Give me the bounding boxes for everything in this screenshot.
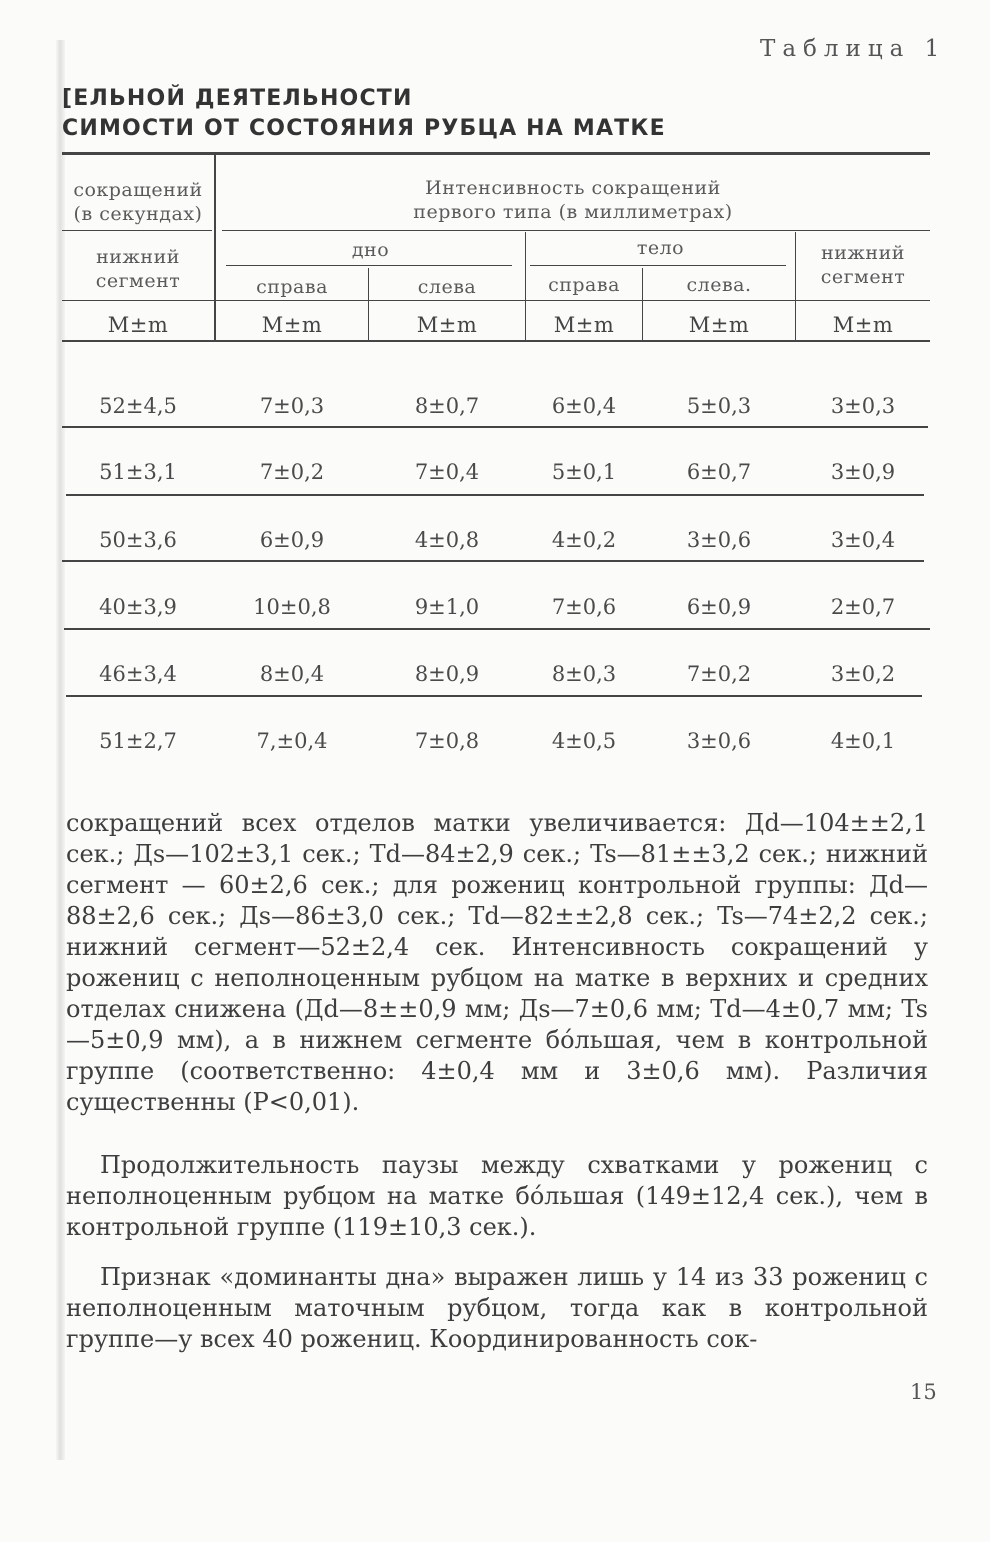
fundus-left-cell: 9±1,0 (414, 595, 480, 619)
stat-header: M±m (553, 313, 615, 337)
body-left-cell: 6±0,9 (686, 595, 752, 619)
head-rule (62, 230, 212, 231)
duration-cell: 52±4,5 (99, 394, 177, 418)
body-right-cell: 5±0,1 (551, 460, 617, 484)
body-header: тело (636, 237, 685, 259)
lower-segment-cell: 3±0,3 (830, 394, 896, 418)
fundus-left-cell: 8±0,9 (414, 662, 480, 686)
table-row (62, 721, 932, 761)
duration-cell: 40±3,9 (99, 595, 177, 619)
fundus-left-header: слева (417, 276, 477, 298)
lower-segment-header-right: нижний сегмент (820, 242, 906, 288)
stat-header: M±m (688, 313, 750, 337)
fundus-left-cell: 7±0,4 (414, 460, 480, 484)
fundus-header: дно (351, 239, 390, 261)
body-right-cell: 4±0,2 (551, 528, 617, 552)
body-left-cell: 7±0,2 (686, 662, 752, 686)
lower-segment-cell: 3±0,4 (830, 528, 896, 552)
row-rule (62, 560, 924, 562)
body-right-cell: 6±0,4 (551, 394, 617, 418)
body-right-cell: 4±0,5 (551, 729, 617, 753)
row-rule (62, 426, 928, 428)
intensity-header: Интенсивность сокращений первого типа (в миллиметрах) (413, 177, 733, 223)
fundus-right-header: справа (256, 276, 328, 298)
body-left-header: слева. (686, 274, 752, 296)
stat-header: M±m (416, 313, 478, 337)
body-right-cell: 8±0,3 (551, 662, 617, 686)
table-top-rule (62, 152, 930, 155)
body-left-cell: 3±0,6 (686, 729, 752, 753)
body-right-header: справа (548, 274, 620, 296)
table-row (62, 452, 932, 492)
duration-cell: 51±2,7 (99, 729, 177, 753)
fundus-right-cell: 6±0,9 (259, 528, 325, 552)
duration-cell: 50±3,6 (99, 528, 177, 552)
table-label: Таблица 1 (760, 36, 947, 62)
fundus-right-cell: 10±0,8 (253, 595, 331, 619)
stat-header: M±m (832, 313, 894, 337)
duration-cell: 46±3,4 (99, 662, 177, 686)
head-rule (222, 230, 930, 231)
table-row (62, 654, 932, 694)
body-left-cell: 3±0,6 (686, 528, 752, 552)
body-left-cell: 5±0,3 (686, 394, 752, 418)
duration-cell: 51±3,1 (99, 460, 177, 484)
table-heading (62, 84, 666, 144)
fundus-left-cell: 8±0,7 (414, 394, 480, 418)
fundus-right-cell: 7±0,3 (259, 394, 325, 418)
stat-header: M±m (261, 313, 323, 337)
lower-segment-cell: 3±0,2 (830, 662, 896, 686)
stat-header: M±m (107, 313, 169, 337)
heading-line-1: [ЕЛЬНОЙ ДЕЯТЕЛЬНОСТИ (62, 86, 413, 111)
table-row (62, 587, 932, 627)
fundus-left-cell: 7±0,8 (414, 729, 480, 753)
paragraph-3: Признак «доминанты дна» выражен лишь у 14 из 33 рожениц с неполноценным маточным рубцом, тогда как в контрольной группе—у всех 40 рожениц. Координированность сок- (66, 1263, 928, 1353)
fundus-right-cell: 7±0,2 (259, 460, 325, 484)
body-right-cell: 7±0,6 (551, 595, 617, 619)
head-rule (62, 300, 930, 301)
row-rule (66, 695, 922, 697)
head-rule (226, 265, 512, 266)
lower-segment-cell: 4±0,1 (830, 729, 896, 753)
paragraph-1: сокращений всех отделов матки увеличивается: Дd—104±±2,1 сек.; Дs—102±3,1 сек.; Td—84±2,9 сек.; Ts—81±±3,2 сек.; нижний сегмент — 60±2,6 сек.; для рожениц контрольной группы: Дd—88±2,6 сек.; Дs—86±3,0 сек.; Td—82±±2,8 сек.; Ts—74±2,2 сек.; нижний сегмент—52±2,4 сек. Интенсивность сокращений у рожениц с неполноценным рубцом на матке в верхних и средних отделах снижена (Дd—8±±0,9 мм; Дs—7±0,6 мм; Td—4±0,7 мм; Ts—5±0,9 мм), а в нижнем сегменте бо́льшая, чем в контрольной группе (соответственно: 4±0,4 мм и 3±0,6 мм). Различия существенны (P<0,01). (66, 809, 928, 1116)
table-head-bottom-rule (62, 340, 930, 342)
fundus-left-cell: 4±0,8 (414, 528, 480, 552)
lower-segment-cell: 2±0,7 (830, 595, 896, 619)
row-rule (64, 628, 930, 630)
table-row (62, 520, 932, 560)
fundus-right-cell: 7,±0,4 (256, 729, 328, 753)
lower-segment-header-left: нижний сегмент (95, 246, 181, 292)
fundus-right-cell: 8±0,4 (259, 662, 325, 686)
paragraph-2: Продолжительность паузы между схватками у рожениц с неполноценным рубцом на матке бо́льшая (149±12,4 сек.), чем в контрольной группе (119±10,3 сек.). (66, 1151, 928, 1241)
duration-header: сокращений (в секундах) (73, 179, 203, 225)
head-rule (530, 265, 786, 266)
body-left-cell: 6±0,7 (686, 460, 752, 484)
lower-segment-cell: 3±0,9 (830, 460, 896, 484)
row-rule (66, 494, 924, 496)
table-row (62, 386, 932, 426)
heading-line-2: СИМОСТИ ОТ СОСТОЯНИЯ РУБЦА НА МАТКЕ (62, 116, 666, 141)
page-number: 15 (910, 1380, 937, 1404)
